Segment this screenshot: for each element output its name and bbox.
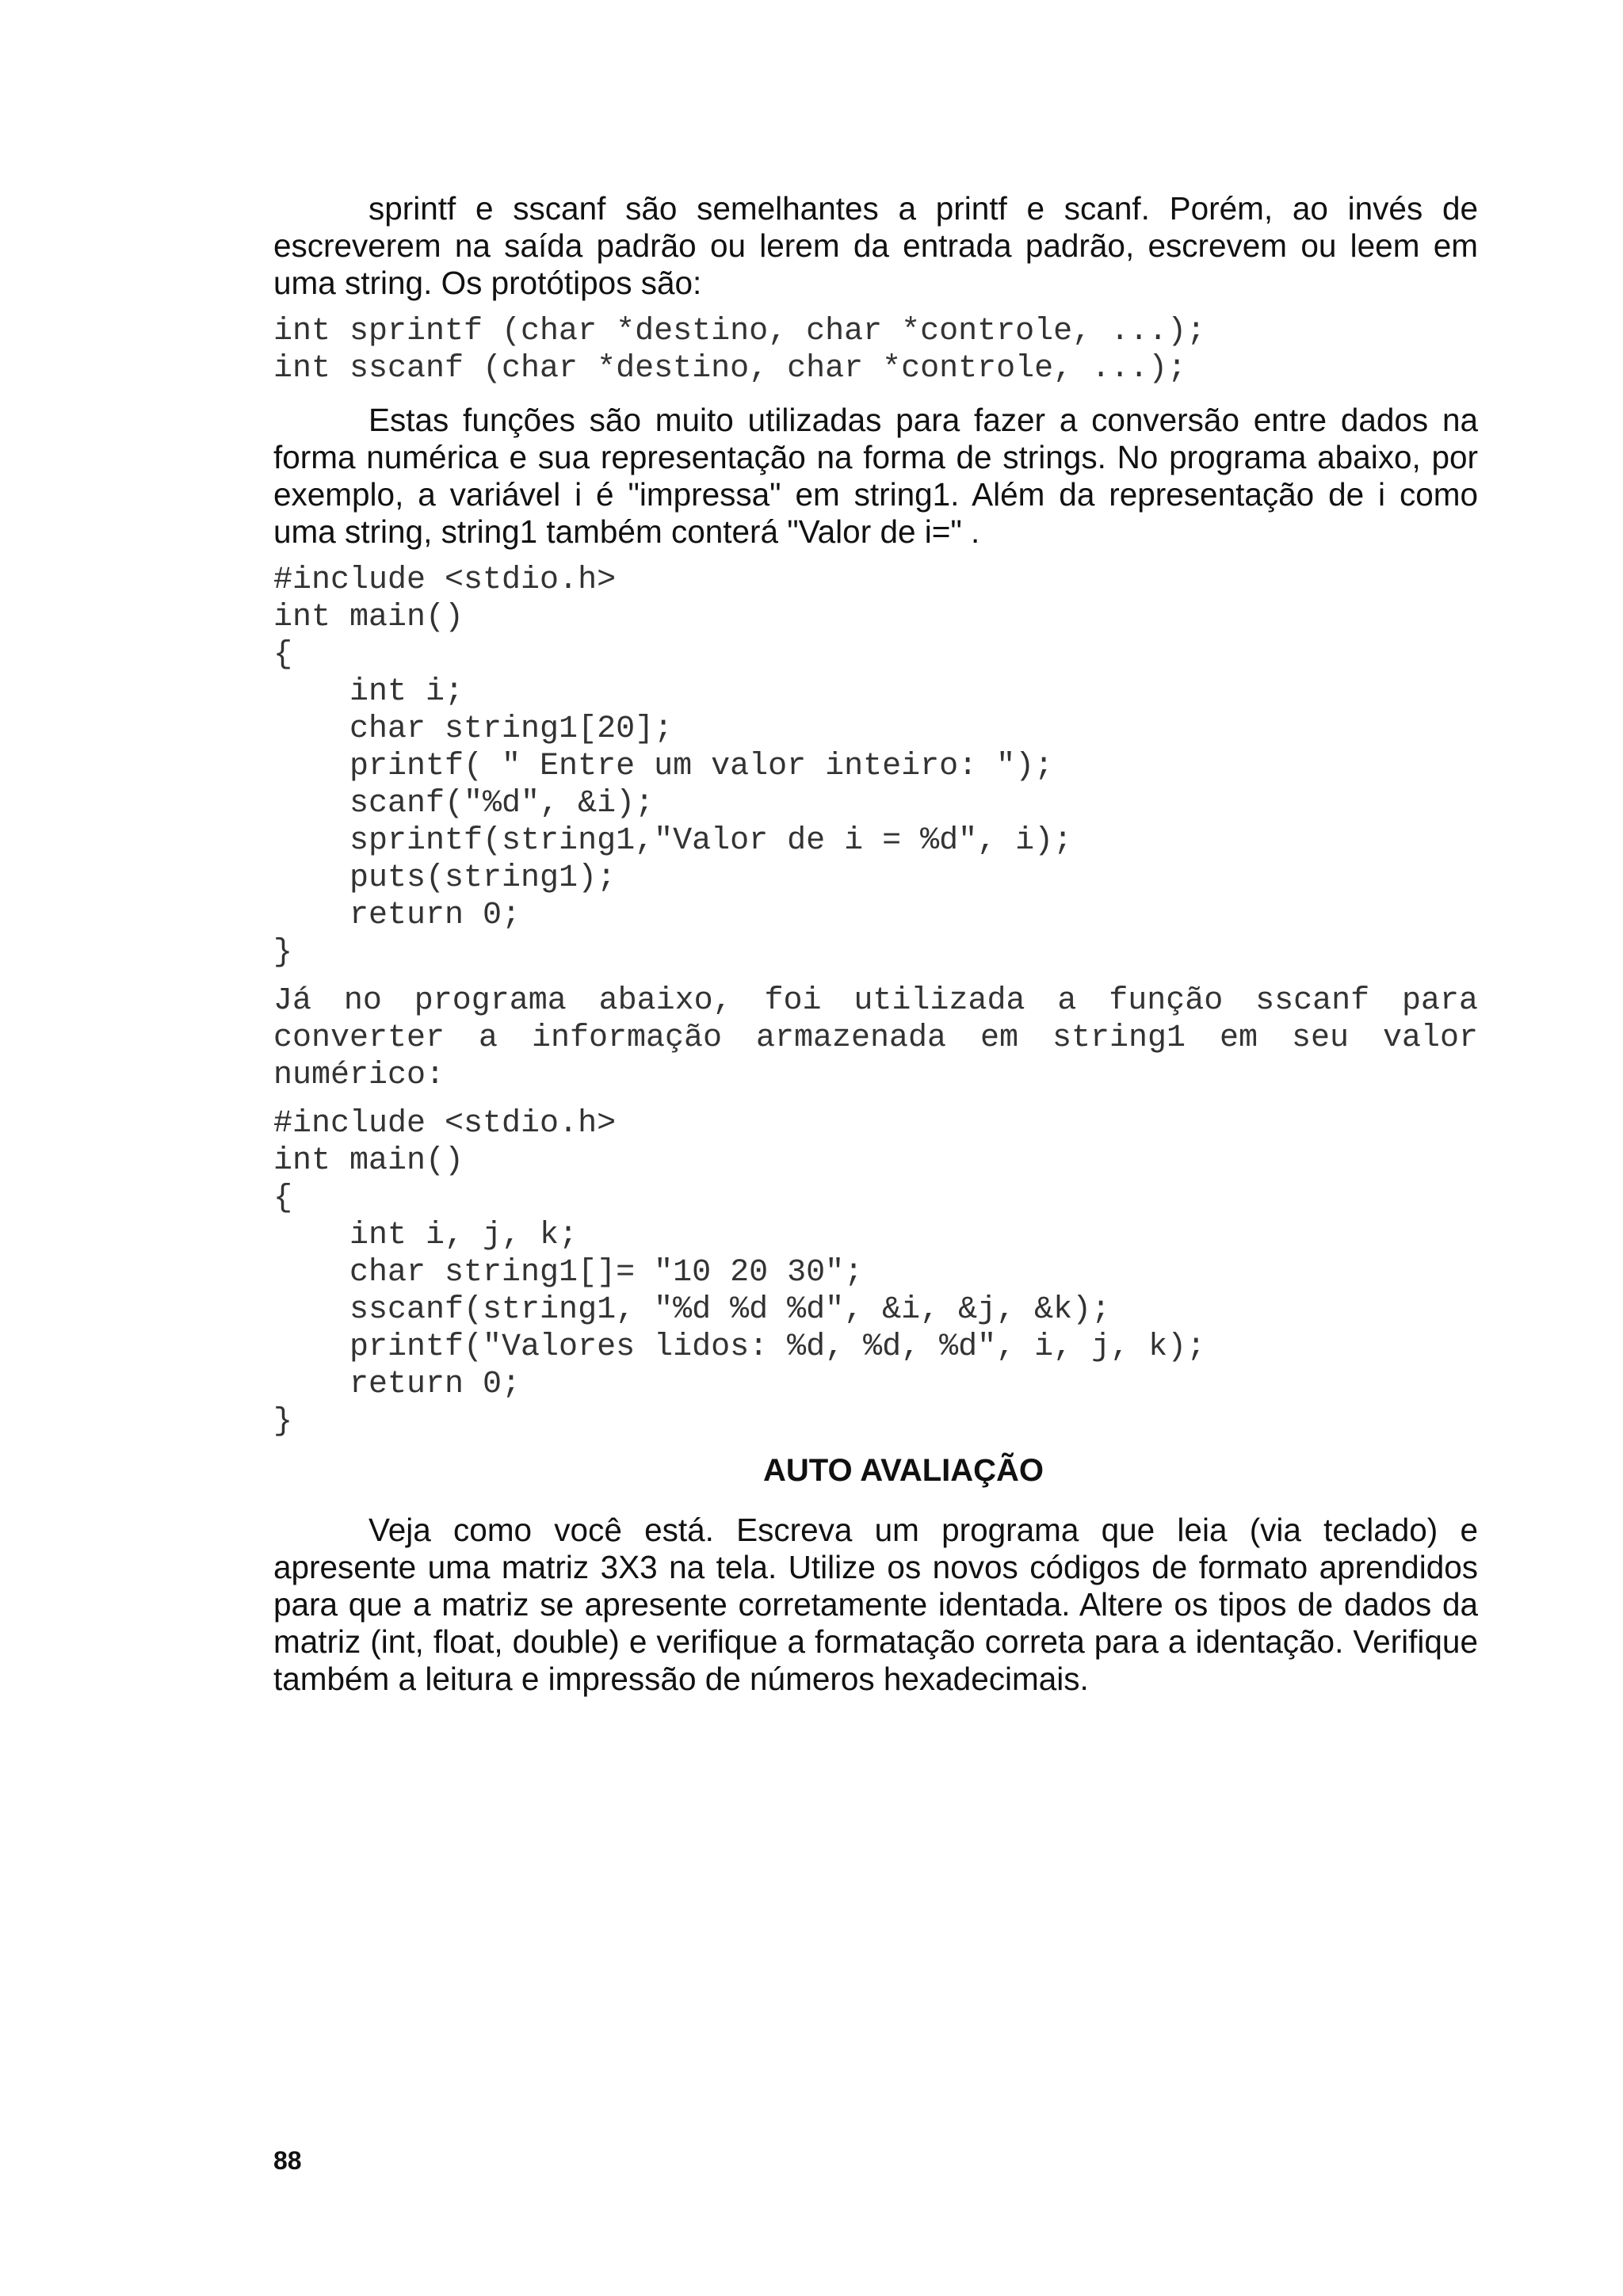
code-line: return 0; (273, 898, 521, 933)
program1-code-block (273, 562, 1478, 971)
code-line: puts(string1); (273, 860, 617, 896)
self-assessment-paragraph: Veja como você está. Escreva um programa que leia (via teclado) e apresente uma matriz 3X3 na tela. Utilize os novos códigos de formato aprendidos para que a matriz se apresente corretamente identada. Altere os tipos de dados da matriz (int, float, double) e verifique a formatação correta para a identação. Verifique também a leitura e impressão de números hexadecimais. (273, 1512, 1478, 1697)
code-line: char string1[]= "10 20 30"; (273, 1255, 864, 1291)
code-line: int i; (273, 674, 464, 710)
code-line: return 0; (273, 1367, 521, 1402)
code-line: #include <stdio.h> (273, 1106, 617, 1142)
program2-code-block (273, 1105, 1478, 1440)
prototypes-code-block (273, 313, 1478, 387)
code-line: printf("Valores lidos: %d, %d, %d", i, j, k); (273, 1329, 1206, 1365)
code-line: #include <stdio.h> (273, 563, 617, 598)
sscanf-paragraph: Já no programa abaixo, foi utilizada a função sscanf para converter a informação armazenada em string1 em seu valor numérico: (273, 983, 1478, 1093)
code-line: int i, j, k; (273, 1218, 579, 1253)
code-line: } (273, 935, 293, 971)
conversion-paragraph: Estas funções são muito utilizadas para fazer a conversão entre dados na forma numérica e sua representação na forma de strings. No programa abaixo, por exemplo, a variável i é "impressa" em string1. Além da representação de i como uma string, string1 também conterá "Valor de i=" . (273, 402, 1478, 550)
page-number: 88 (273, 2146, 302, 2175)
code-line: scanf("%d", &i); (273, 786, 655, 822)
code-line: int main() (273, 1143, 464, 1179)
code-line: } (273, 1404, 293, 1440)
intro-paragraph: sprintf e sscanf são semelhantes a printf e scanf. Porém, ao invés de escreverem na saída padrão ou lerem da entrada padrão, escrevem ou leem em uma string. Os protótipos são: (273, 190, 1478, 301)
section-heading: AUTO AVALIAÇÃO (762, 1453, 1044, 1488)
code-line: int sprintf (char *destino, char *controle, ...); (273, 314, 1206, 349)
code-line: { (273, 637, 293, 673)
page-content (273, 190, 1478, 1698)
code-line: int main() (273, 600, 464, 635)
code-line: sprintf(string1,"Valor de i = %d", i); (273, 823, 1073, 859)
code-line: int sscanf (char *destino, char *controle, ...); (273, 351, 1187, 387)
code-line: char string1[20]; (273, 711, 674, 747)
code-line: printf( " Entre um valor inteiro: "); (273, 749, 1054, 784)
code-line: sscanf(string1, "%d %d %d", &i, &j, &k); (273, 1292, 1111, 1328)
code-line: { (273, 1180, 293, 1216)
